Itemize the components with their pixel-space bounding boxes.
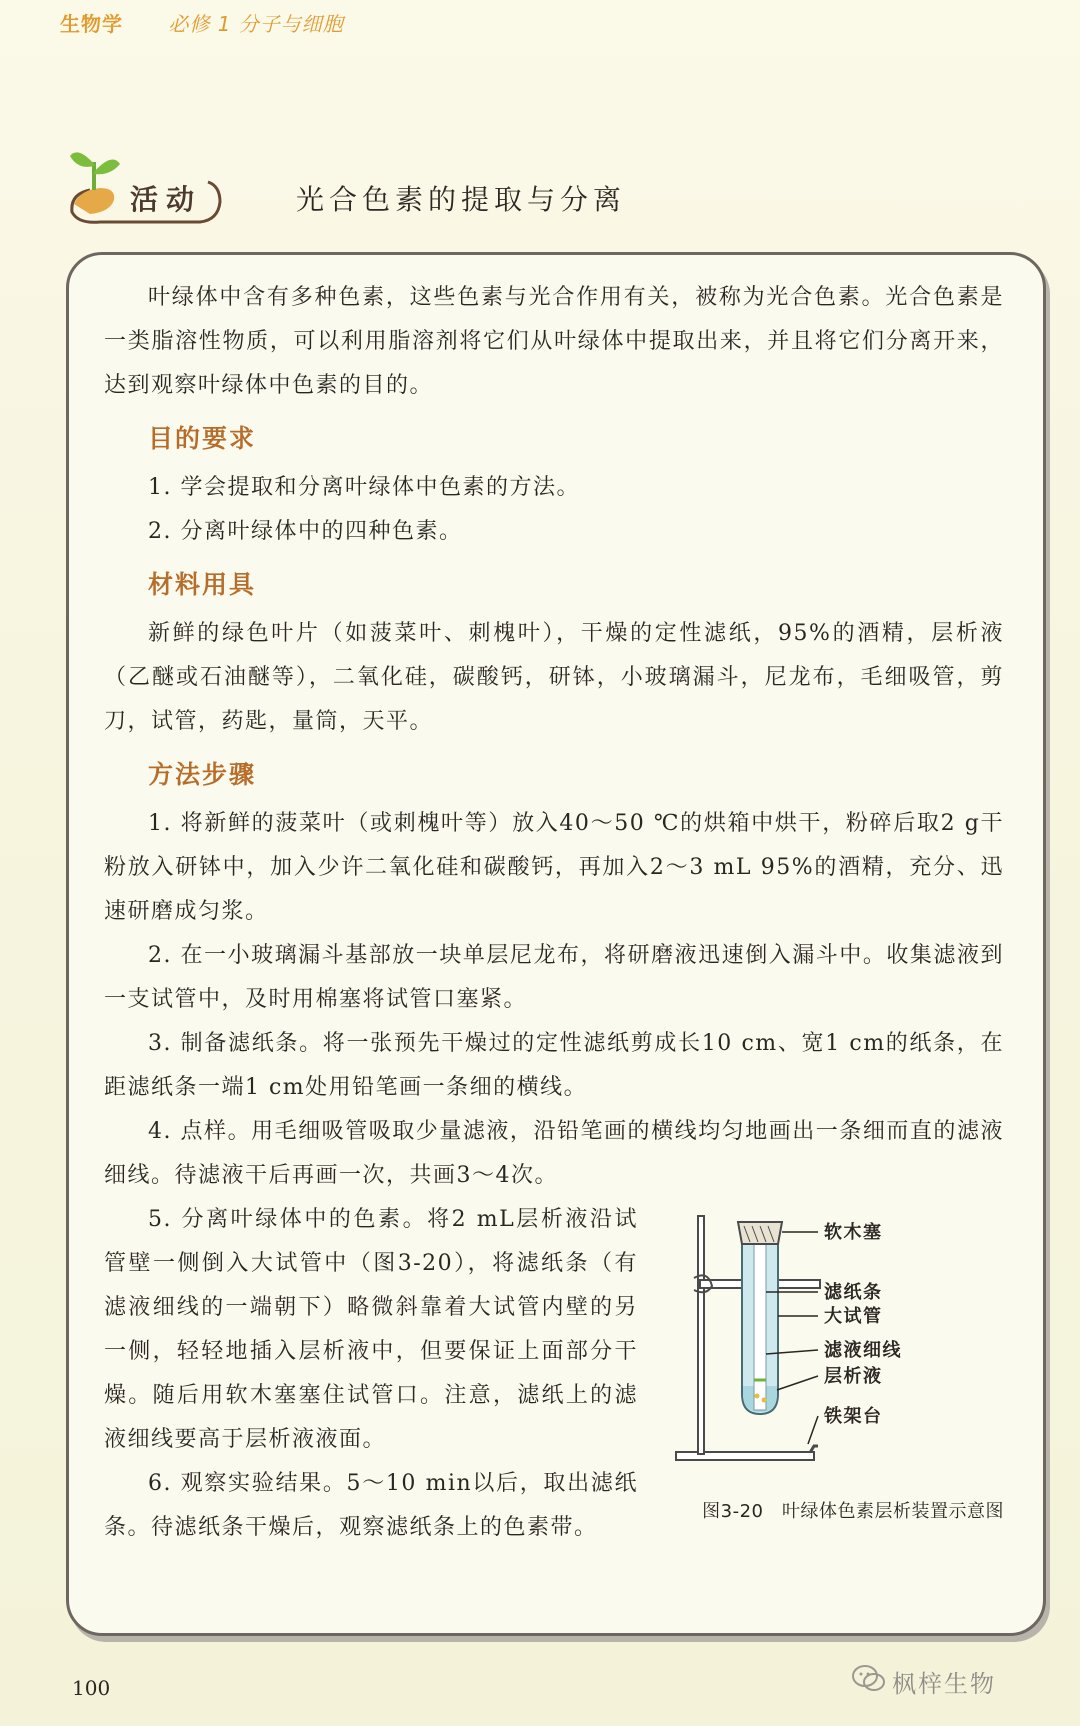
label-sample-line: 滤液细线 bbox=[824, 1340, 902, 1361]
wechat-icon bbox=[852, 1664, 886, 1694]
materials-text: 新鲜的绿色叶片（如菠菜叶、刺槐叶），干燥的定性滤纸，95%的酒精，层析液（乙醚或石油醚等），二氧化硅，碳酸钙，研钵，小玻璃漏斗，尼龙布，毛细吸管，剪刀，试管，药匙，量筒，天平。 bbox=[104, 621, 1004, 734]
procedure-step-5: 5. 分离叶绿体中的色素。将2 mL层析液沿试管壁一侧倒入大试管中（图3-20），将滤纸条（有滤液细线的一端朝下）略微斜靠着大试管内壁的另一侧，轻轻地插入层析液中，但要保证上面部分干燥。随后用软木塞塞住试管口。注意，滤纸上的滤液细线要高于层析液液面。 bbox=[104, 1207, 638, 1452]
course-label: 必修 1 分子与细胞 bbox=[168, 12, 344, 36]
chromatography-apparatus-diagram bbox=[658, 1204, 1004, 1494]
figure-3-20 bbox=[658, 1204, 1004, 1524]
label-cork: 软木塞 bbox=[824, 1222, 883, 1243]
running-header bbox=[60, 8, 344, 37]
activity-content bbox=[104, 276, 1004, 1550]
activity-title: 光合色素的提取与分离 bbox=[296, 183, 627, 216]
procedure-step-3: 3. 制备滤纸条。将一张预先干燥过的定性滤纸剪成长10 cm、宽1 cm的纸条，在距滤纸条一端1 cm处用铅笔画一条细的横线。 bbox=[104, 1031, 1004, 1100]
watermark: 枫梓生物 bbox=[892, 1670, 996, 1698]
label-test-tube: 大试管 bbox=[824, 1306, 883, 1327]
label-filter-strip: 滤纸条 bbox=[824, 1282, 883, 1303]
page-number: 100 bbox=[72, 1676, 111, 1700]
procedure-step-4: 4. 点样。用毛细吸管吸取少量滤液，沿铅笔画的横线均匀地画出一条细而直的滤液细线。待滤液干后再画一次，共画3～4次。 bbox=[104, 1119, 1004, 1188]
label-solvent: 层析液 bbox=[824, 1366, 883, 1387]
purpose-item-1: 1. 学会提取和分离叶绿体中色素的方法。 bbox=[148, 475, 580, 500]
procedure-step-2: 2. 在一小玻璃漏斗基部放一块单层尼龙布，将研磨液迅速倒入漏斗中。收集滤液到一支试管中，及时用棉塞将试管口塞紧。 bbox=[104, 943, 1004, 1012]
procedure-heading: 方法步骤 bbox=[148, 760, 257, 789]
materials-heading: 材料用具 bbox=[148, 570, 257, 599]
procedure-step-1: 1. 将新鲜的菠菜叶（或刺槐叶等）放入40～50 ℃的烘箱中烘干，粉碎后取2 g干粉放入研钵中，加入少许二氧化硅和碳酸钙，再加入2～3 mL 95%的酒精，充分、迅速研磨成匀浆。 bbox=[104, 811, 1004, 924]
activity-label: 活动 bbox=[130, 183, 203, 216]
procedure-step-6: 6. 观察实验结果。5～10 min以后，取出滤纸条。待滤纸条干燥后，观察滤纸条上的色素带。 bbox=[104, 1471, 638, 1540]
label-iron-stand: 铁架台 bbox=[824, 1406, 883, 1427]
intro-paragraph: 叶绿体中含有多种色素，这些色素与光合作用有关，被称为光合色素。光合色素是一类脂溶性物质，可以利用脂溶剂将它们从叶绿体中提取出来，并且将它们分离开来，达到观察叶绿体中色素的目的。 bbox=[104, 285, 1004, 398]
subject-label: 生物学 bbox=[60, 12, 123, 36]
purpose-item-2: 2. 分离叶绿体中的四种色素。 bbox=[148, 519, 463, 544]
figure-caption: 图3-20 叶绿体色素层析装置示意图 bbox=[702, 1501, 1004, 1522]
purpose-heading: 目的要求 bbox=[148, 424, 257, 453]
